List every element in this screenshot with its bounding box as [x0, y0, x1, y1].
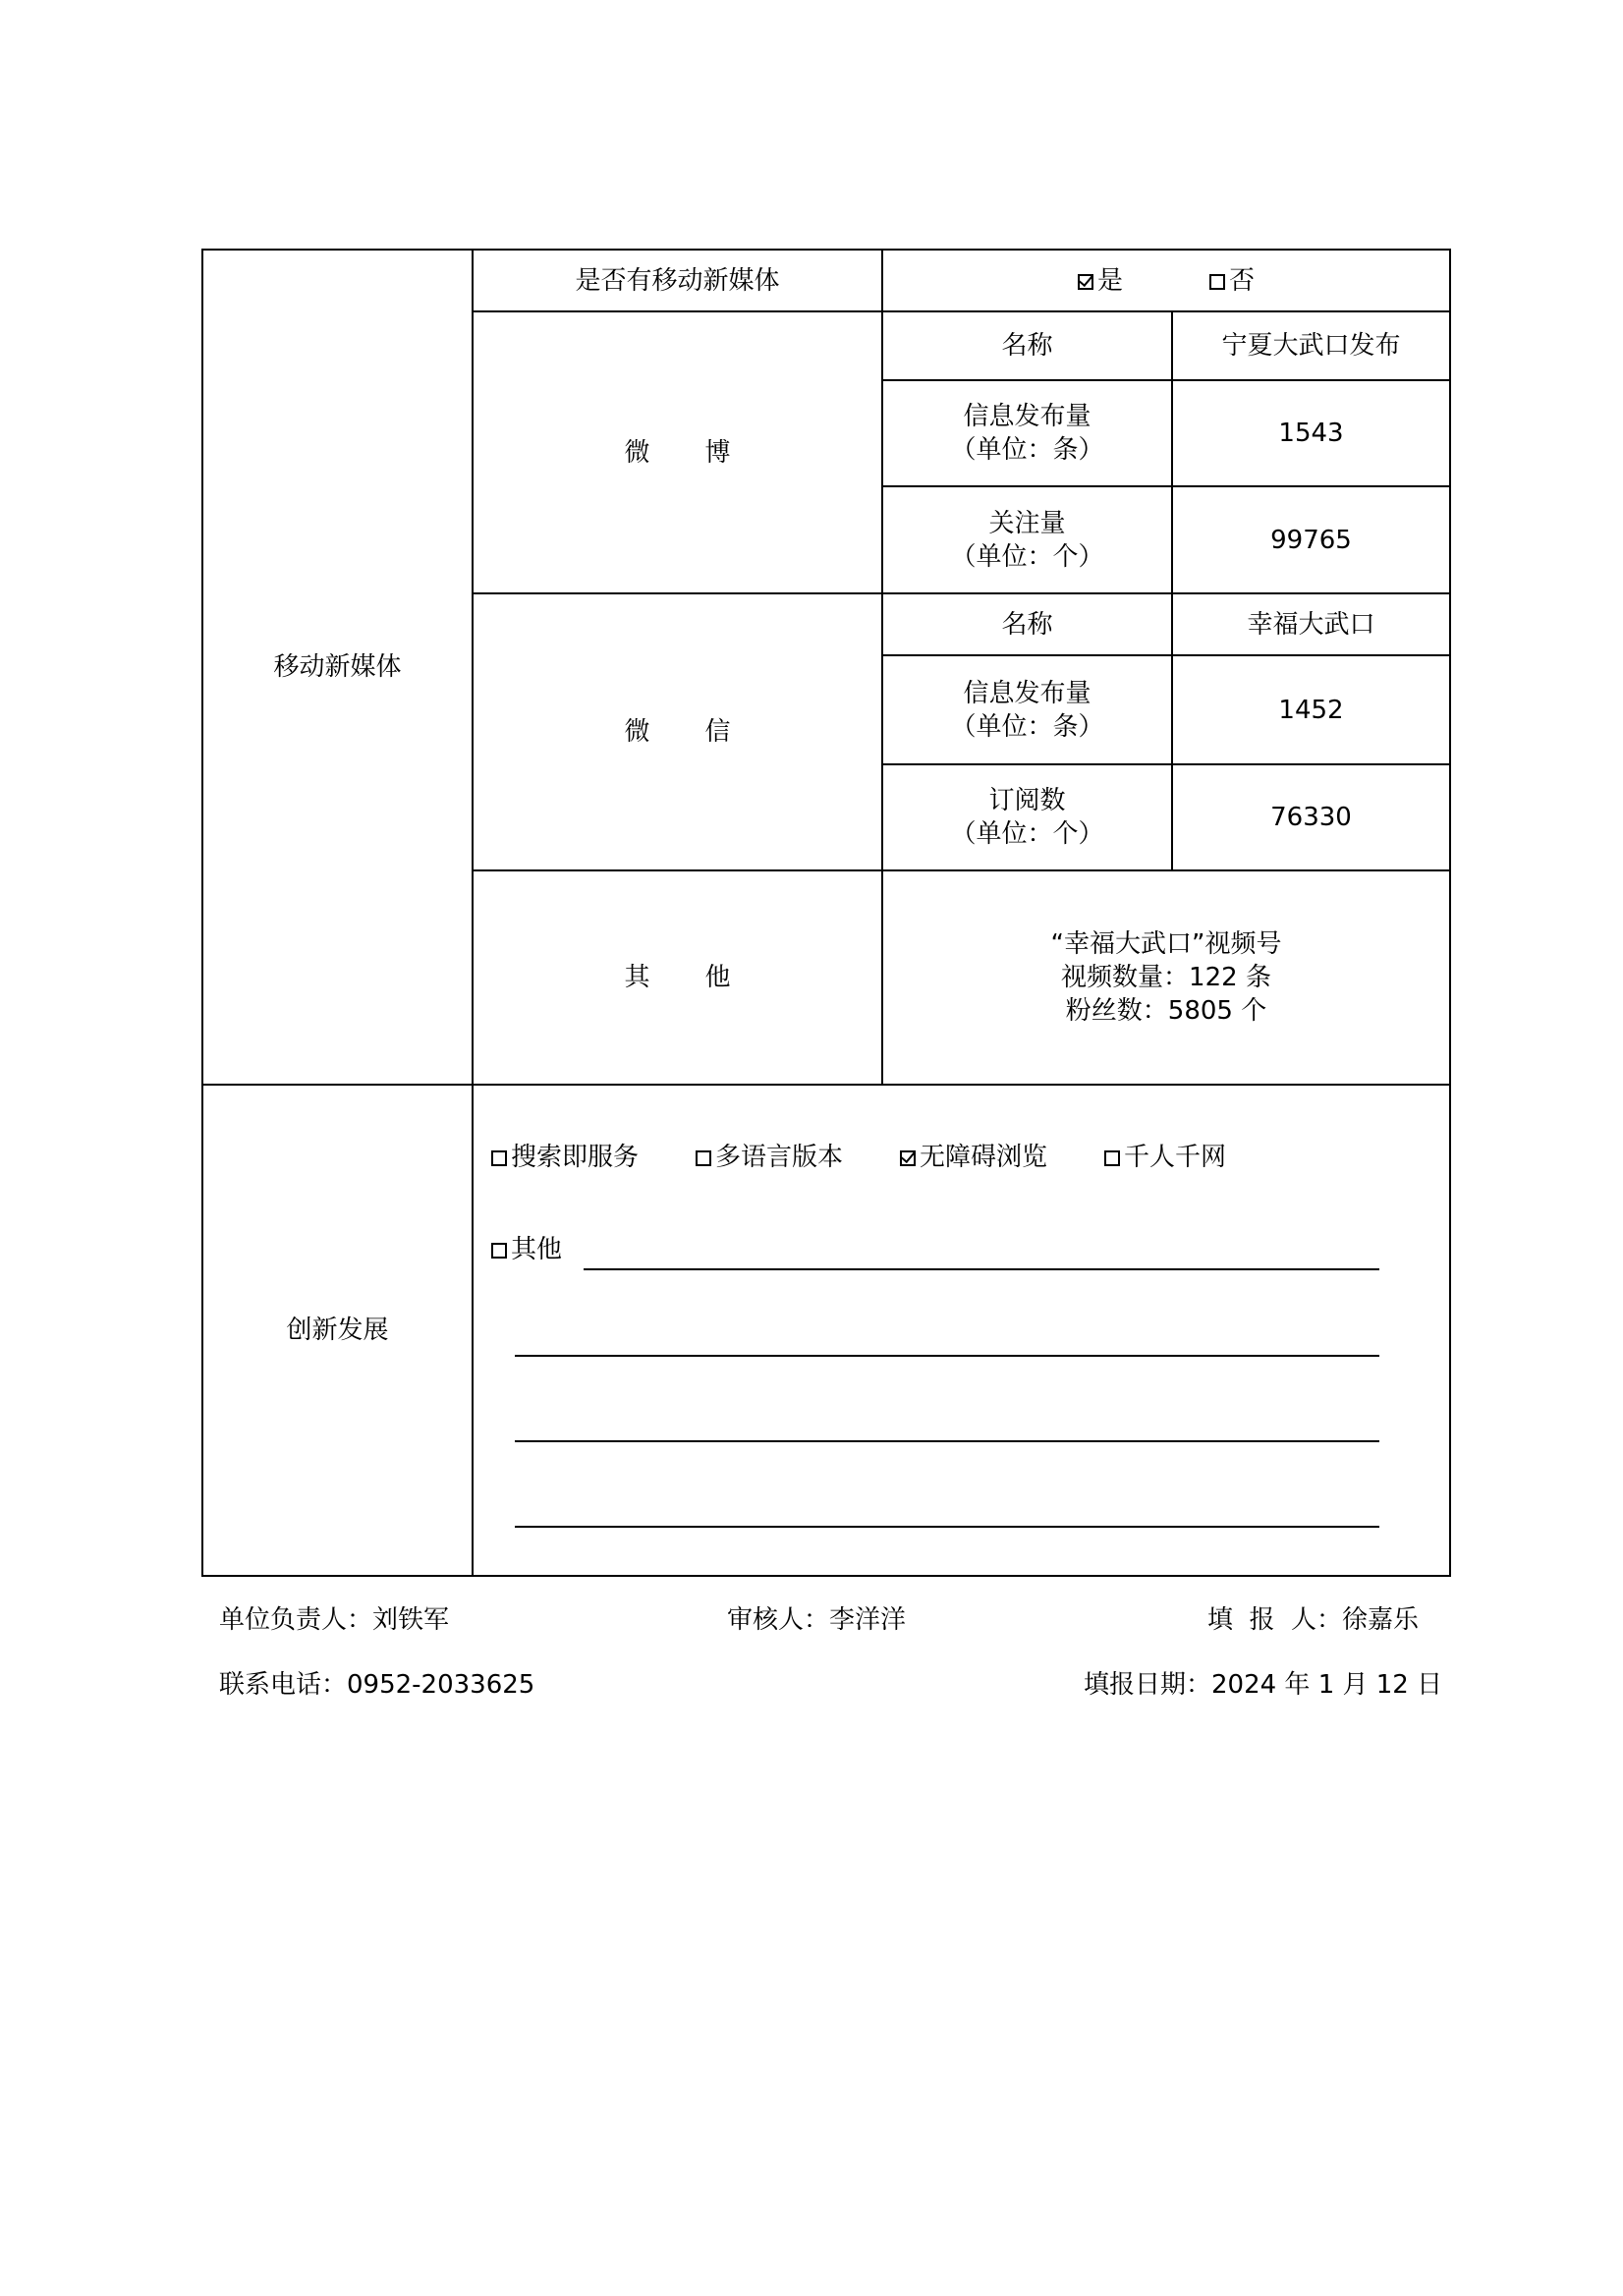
innovation-options: [491, 1141, 1283, 1174]
innovation-section-label: 创新发展: [202, 1085, 473, 1576]
filler: 填 报 人：徐嘉乐: [1207, 1605, 1420, 1635]
wechat-subs-value: 76330: [1172, 764, 1450, 870]
wechat-name-value: 幸福大武口: [1172, 593, 1450, 655]
has-mobile-media-label: 是否有移动新媒体: [473, 250, 882, 311]
checkbox-empty-icon: [491, 1243, 507, 1259]
checkbox-checked-icon: [900, 1150, 916, 1166]
option-personalized[interactable]: 千人千网: [1104, 1141, 1226, 1174]
weibo-followers-value: 99765: [1172, 486, 1450, 593]
reviewer: 审核人：李洋洋: [727, 1605, 907, 1635]
weibo-name-label: 名称: [882, 311, 1172, 380]
option-other[interactable]: 其他: [491, 1233, 562, 1266]
wechat-subs-label: 订阅数 （单位：个）: [882, 764, 1172, 870]
option-search-service[interactable]: 搜索即服务: [491, 1141, 639, 1174]
mobile-media-table: [201, 249, 1451, 1577]
weibo-followers-label: 关注量 （单位：个）: [882, 486, 1172, 593]
checkbox-empty-icon: [1209, 274, 1225, 290]
option-accessibility[interactable]: 无障碍浏览: [900, 1141, 1047, 1174]
other-input-line-2[interactable]: [515, 1355, 1379, 1357]
checkbox-empty-icon: [696, 1150, 711, 1166]
yes-option[interactable]: 是: [1078, 264, 1123, 298]
option-multilanguage[interactable]: 多语言版本: [696, 1141, 843, 1174]
other-input-line-4[interactable]: [515, 1526, 1379, 1528]
other-media-label: 其他: [473, 870, 882, 1085]
other-input-line-3[interactable]: [515, 1440, 1379, 1442]
weibo-label: 微博: [473, 311, 882, 593]
checkbox-empty-icon: [491, 1150, 507, 1166]
unit-head: 单位负责人：刘铁军: [219, 1605, 450, 1635]
weibo-name-value: 宁夏大武口发布: [1172, 311, 1450, 380]
wechat-posts-label: 信息发布量 （单位：条）: [882, 655, 1172, 764]
other-input-line-1[interactable]: [584, 1268, 1379, 1270]
checkbox-checked-icon: [1078, 274, 1093, 290]
mobile-media-section-label: 移动新媒体: [202, 250, 473, 1085]
wechat-label: 微信: [473, 593, 882, 870]
no-option[interactable]: 否: [1209, 264, 1255, 298]
weibo-posts-value: 1543: [1172, 380, 1450, 486]
report-form: [201, 249, 1449, 1577]
innovation-options-cell: [473, 1085, 1450, 1576]
fill-date: 填报日期：2024 年 1 月 12 日: [1084, 1670, 1443, 1700]
weibo-posts-label: 信息发布量 （单位：条）: [882, 380, 1172, 486]
wechat-name-label: 名称: [882, 593, 1172, 655]
has-mobile-media-choice: [882, 250, 1450, 311]
checkbox-empty-icon: [1104, 1150, 1120, 1166]
wechat-posts-value: 1452: [1172, 655, 1450, 764]
contact-phone: 联系电话：0952-2033625: [219, 1670, 535, 1700]
other-media-value: “幸福大武口”视频号 视频数量：122 条 粉丝数：5805 个: [882, 870, 1450, 1085]
